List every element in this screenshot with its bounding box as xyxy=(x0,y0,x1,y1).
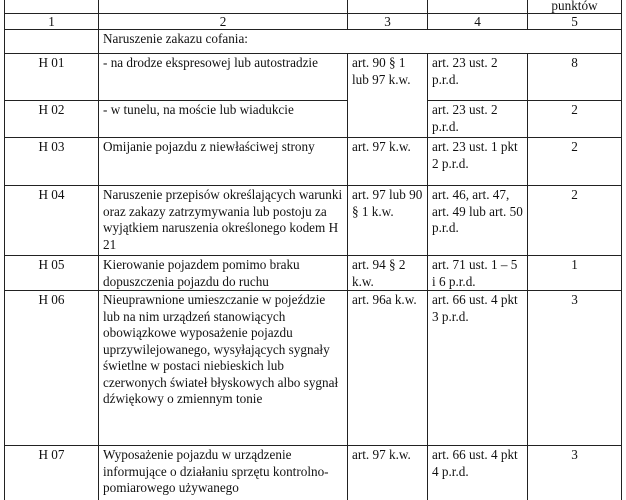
row-description: Kierowanie pojazdem pomimo braku dopuszczenia pojazdu do ruchu xyxy=(99,256,348,291)
row-description: Nieuprawnione umieszczanie w pojeździe lub na nim urządzeń stanowiących obowiązkowe wyposażenie pojazdu uprzywilejowanego, wysyłających sygnały świetlne w postaci niebieskich lub czerwonych świateł błyskowych albo sygnał dźwiękowy o zmiennym tonie xyxy=(99,291,348,446)
header-points-label: punktów xyxy=(551,0,598,13)
row-regulation: art. 23 ust. 1 pkt 2 p.r.d. xyxy=(428,138,528,186)
table-row xyxy=(5,446,622,500)
row-regulation: art. 23 ust. 2 p.r.d. xyxy=(428,101,528,138)
table-row xyxy=(5,256,622,291)
row-regulation: art. 46, art. 47, art. 49 lub art. 50 p.r.d. xyxy=(428,186,528,256)
row-points: 2 xyxy=(528,101,622,138)
table-header-row xyxy=(5,0,622,14)
row-code: H 01 xyxy=(5,54,99,101)
table-row xyxy=(5,186,622,256)
column-number: 4 xyxy=(428,14,528,30)
row-code: H 07 xyxy=(5,446,99,500)
table-row xyxy=(5,101,622,138)
row-points: 8 xyxy=(528,54,622,101)
column-number: 2 xyxy=(99,14,348,30)
row-code: H 04 xyxy=(5,186,99,256)
violations-table xyxy=(4,0,622,500)
row-legal-basis: art. 90 § 1 lub 97 k.w. xyxy=(348,54,428,138)
row-code: H 05 xyxy=(5,256,99,291)
column-number-row xyxy=(5,14,622,30)
column-number: 5 xyxy=(528,14,622,30)
row-points: 2 xyxy=(528,138,622,186)
row-description: Naruszenie przepisów określających warunki oraz zakazy zatrzymywania lub postoju za wyjątkiem naruszenia określonego kodem H 21 xyxy=(99,186,348,256)
row-code: H 06 xyxy=(5,291,99,446)
row-points: 1 xyxy=(528,256,622,291)
table-row xyxy=(5,291,622,446)
row-legal-basis: art. 97 lub 90 § 1 k.w. xyxy=(348,186,428,256)
header-cell-4 xyxy=(428,0,528,14)
row-legal-basis: art. 97 k.w. xyxy=(348,446,428,500)
row-points: 3 xyxy=(528,446,622,500)
header-cell-1 xyxy=(5,0,99,14)
row-regulation: art. 66 ust. 4 pkt 4 p.r.d. xyxy=(428,446,528,500)
section-row xyxy=(5,30,622,54)
row-legal-basis: art. 94 § 2 k.w. xyxy=(348,256,428,291)
row-points: 3 xyxy=(528,291,622,446)
row-description: Omijanie pojazdu z niewłaściwej strony xyxy=(99,138,348,186)
column-number: 1 xyxy=(5,14,99,30)
row-description: Wyposażenie pojazdu w urządzenie informujące o działaniu sprzętu kontrolno-pomiarowego używanego xyxy=(99,446,348,500)
row-description: - w tunelu, na moście lub wiadukcie xyxy=(99,101,348,138)
row-legal-basis: art. 96a k.w. xyxy=(348,291,428,446)
section-code-cell xyxy=(5,30,99,54)
column-number: 3 xyxy=(348,14,428,30)
row-code: H 02 xyxy=(5,101,99,138)
row-regulation: art. 71 ust. 1 – 5 i 6 p.r.d. xyxy=(428,256,528,291)
header-cell-2 xyxy=(99,0,348,14)
row-regulation: art. 66 ust. 4 pkt 3 p.r.d. xyxy=(428,291,528,446)
row-points: 2 xyxy=(528,186,622,256)
row-legal-basis: art. 97 k.w. xyxy=(348,138,428,186)
header-cell-3 xyxy=(348,0,428,14)
row-regulation: art. 23 ust. 2 p.r.d. xyxy=(428,54,528,101)
row-description: - na drodze ekspresowej lub autostradzie xyxy=(99,54,348,101)
table-row xyxy=(5,138,622,186)
section-label: Naruszenie zakazu cofania: xyxy=(99,30,622,54)
header-cell-points xyxy=(528,0,622,14)
table-row xyxy=(5,54,622,101)
row-code: H 03 xyxy=(5,138,99,186)
